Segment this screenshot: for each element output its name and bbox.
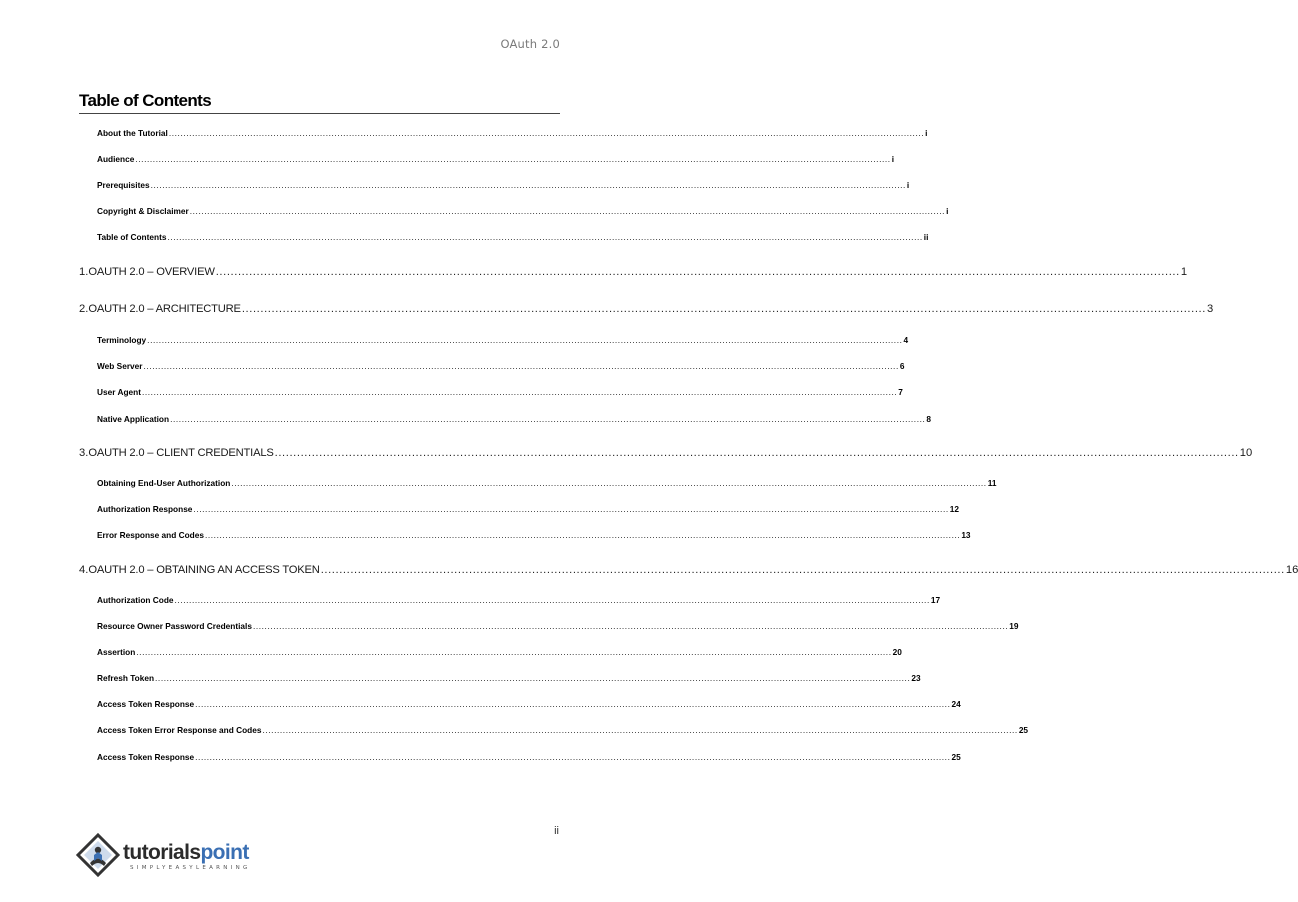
- toc-entry-page: 16: [1285, 564, 1298, 576]
- toc-entry-page: 13: [961, 530, 971, 540]
- chapter-number: 4.: [79, 564, 89, 576]
- dot-leader: ....................................................................................................................................................................................................................................................................: [147, 335, 903, 345]
- toc-entry-page: 25: [951, 752, 961, 762]
- toc-entry-label: Web Server: [97, 361, 143, 371]
- logo-emblem-icon: [78, 833, 124, 885]
- toc-entry-page: 6: [899, 361, 905, 371]
- toc-section-entry[interactable]: [97, 180, 910, 190]
- toc-entry-label: OAUTH 2.0 – OBTAINING AN ACCESS TOKEN: [88, 564, 320, 576]
- toc-section-entry[interactable]: [97, 621, 1019, 631]
- toc-entry-page: 19: [1009, 621, 1019, 631]
- toc-entry-label: Audience: [97, 154, 135, 164]
- toc-section-entry[interactable]: [97, 361, 905, 371]
- dot-leader: ....................................................................................................................................................................................................................................................................: [231, 478, 987, 488]
- toc-chapter-entry[interactable]: [79, 564, 1298, 576]
- toc-entry-label: Table of Contents: [97, 232, 167, 242]
- toc-entry-page: 7: [898, 387, 903, 397]
- toc-section-entry[interactable]: [97, 530, 971, 540]
- toc-entry-label: Assertion: [97, 647, 136, 657]
- toc-entry-page: ii: [923, 232, 929, 242]
- toc-entry-label: OAUTH 2.0 – OVERVIEW: [88, 266, 215, 278]
- toc-section-entry[interactable]: [97, 128, 928, 138]
- toc-section-entry[interactable]: [97, 673, 921, 683]
- toc-entry-page: 10: [1239, 447, 1253, 459]
- toc-section-entry[interactable]: [97, 504, 959, 514]
- toc-section-entry[interactable]: [97, 414, 932, 424]
- toc-entry-page: 8: [926, 414, 932, 424]
- logo-tagline: SIMPLYEASYLEARNING: [130, 865, 251, 871]
- toc-entry-page: 25: [1018, 725, 1029, 735]
- dot-leader: ....................................................................................................................................................................................................................................................................: [135, 154, 891, 164]
- dot-leader: ....................................................................................................................................................................................................................................................................: [189, 206, 946, 216]
- dot-leader: ....................................................................................................................................................................................................................................................................: [320, 564, 1285, 576]
- dot-leader: ....................................................................................................................................................................................................................................................................: [195, 699, 951, 709]
- toc-entry-label: Refresh Token: [97, 673, 155, 683]
- dot-leader: ....................................................................................................................................................................................................................................................................: [262, 725, 1018, 735]
- logo-wordmark: tutorialspoint: [123, 841, 249, 864]
- document-title: OAuth 2.0: [500, 37, 560, 51]
- toc-entry-label: Authorization Response: [97, 504, 193, 514]
- toc-entry-page: i: [946, 206, 949, 216]
- heading-divider: [79, 113, 560, 114]
- toc-entry-label: Access Token Response: [97, 699, 195, 709]
- toc-entry-page: i: [906, 180, 910, 190]
- toc-entry-page: 1: [1180, 266, 1188, 278]
- toc-heading: Table of Contents: [79, 91, 212, 110]
- dot-leader: ....................................................................................................................................................................................................................................................................: [274, 447, 1239, 459]
- toc-section-entry[interactable]: [97, 595, 941, 605]
- toc-entry-page: 23: [911, 673, 921, 683]
- dot-leader: ....................................................................................................................................................................................................................................................................: [174, 595, 930, 605]
- toc-section-entry[interactable]: [97, 387, 903, 397]
- chapter-number: 1.: [79, 266, 89, 278]
- toc-entry-label: OAUTH 2.0 – ARCHITECTURE: [88, 303, 241, 315]
- toc-entry-page: 3: [1206, 303, 1214, 315]
- dot-leader: ....................................................................................................................................................................................................................................................................: [143, 361, 899, 371]
- dot-leader: ....................................................................................................................................................................................................................................................................: [204, 530, 961, 540]
- toc-entry-page: 12: [949, 504, 959, 514]
- tutorialspoint-logo: [78, 833, 258, 885]
- toc-entry-label: User Agent: [97, 387, 141, 397]
- toc-entry-page: 20: [892, 647, 902, 657]
- toc-entry-label: Native Application: [97, 414, 170, 424]
- toc-section-entry[interactable]: [97, 647, 902, 657]
- toc-chapter-entry[interactable]: [79, 303, 1214, 315]
- toc-section-entry[interactable]: [97, 335, 909, 345]
- dot-leader: ....................................................................................................................................................................................................................................................................: [150, 180, 906, 190]
- dot-leader: ....................................................................................................................................................................................................................................................................: [195, 752, 951, 762]
- toc-entry-page: 24: [951, 699, 961, 709]
- toc-entry-page: 4: [903, 335, 909, 345]
- toc-entry-page: i: [925, 128, 928, 138]
- toc-entry-label: Obtaining End-User Authorization: [97, 478, 231, 488]
- toc-entry-label: Resource Owner Password Credentials: [97, 621, 252, 631]
- dot-leader: ....................................................................................................................................................................................................................................................................: [136, 647, 892, 657]
- toc-section-entry[interactable]: [97, 206, 949, 216]
- toc-entry-label: Access Token Error Response and Codes: [97, 725, 262, 735]
- chapter-number: 3.: [79, 447, 89, 459]
- toc-entry-label: Copyright & Disclaimer: [97, 206, 189, 216]
- dot-leader: ....................................................................................................................................................................................................................................................................: [215, 266, 1180, 278]
- toc-section-entry[interactable]: [97, 232, 929, 242]
- toc-chapter-entry[interactable]: [79, 447, 1253, 459]
- toc-entry-label: Authorization Code: [97, 595, 174, 605]
- toc-section-entry[interactable]: [97, 699, 961, 709]
- dot-leader: ....................................................................................................................................................................................................................................................................: [155, 673, 911, 683]
- page-number: ii: [554, 825, 559, 837]
- toc-entry-page: i: [891, 154, 895, 164]
- toc-entry-label: Prerequisites: [97, 180, 150, 190]
- dot-leader: ....................................................................................................................................................................................................................................................................: [168, 128, 925, 138]
- dot-leader: ....................................................................................................................................................................................................................................................................: [193, 504, 949, 514]
- dot-leader: ....................................................................................................................................................................................................................................................................: [141, 387, 898, 397]
- toc-entry-label: Error Response and Codes: [97, 530, 204, 540]
- toc-section-entry[interactable]: [97, 752, 961, 762]
- toc-section-entry[interactable]: [97, 725, 1029, 735]
- toc-chapter-entry[interactable]: [79, 266, 1188, 278]
- toc-section-entry[interactable]: [97, 478, 997, 488]
- toc-entry-label: Access Token Response: [97, 752, 195, 762]
- toc-entry-label: Terminology: [97, 335, 147, 345]
- dot-leader: ....................................................................................................................................................................................................................................................................: [170, 414, 926, 424]
- dot-leader: ....................................................................................................................................................................................................................................................................: [241, 303, 1206, 315]
- toc-entry-label: OAUTH 2.0 – CLIENT CREDENTIALS: [88, 447, 274, 459]
- toc-entry-page: 11: [987, 478, 997, 488]
- toc-entry-page: 17: [930, 595, 941, 605]
- chapter-number: 2.: [79, 303, 89, 315]
- dot-leader: ....................................................................................................................................................................................................................................................................: [252, 621, 1009, 631]
- dot-leader: ....................................................................................................................................................................................................................................................................: [167, 232, 923, 242]
- toc-entry-label: About the Tutorial: [97, 128, 168, 138]
- toc-section-entry[interactable]: [97, 154, 895, 164]
